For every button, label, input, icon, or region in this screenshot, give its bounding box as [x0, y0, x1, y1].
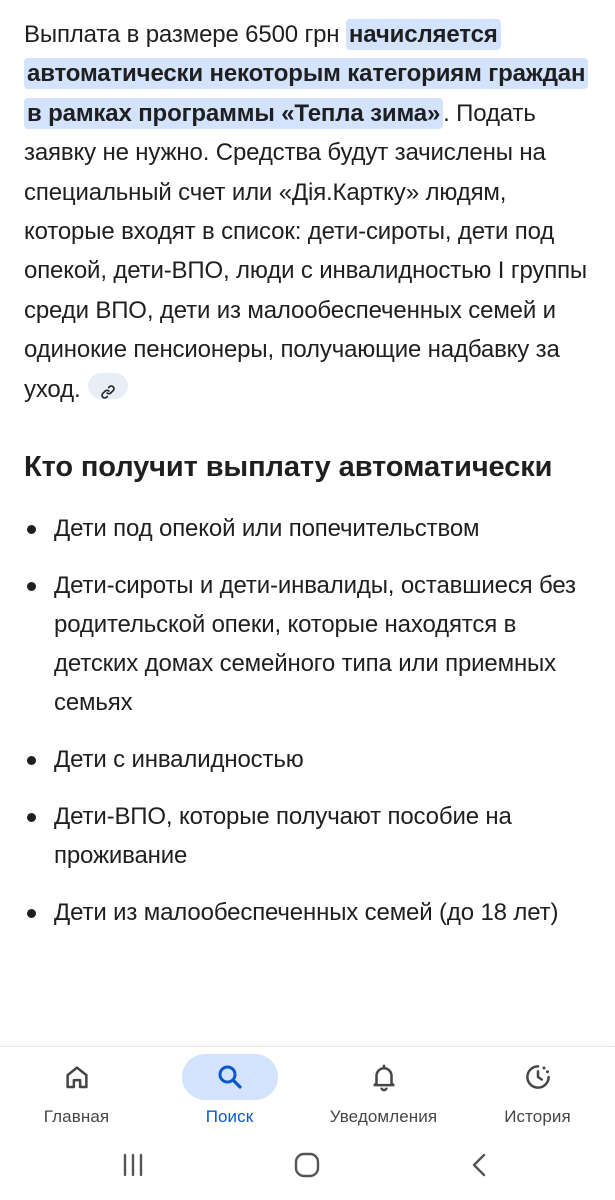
- history-icon: [523, 1062, 553, 1092]
- link-icon: [100, 384, 116, 400]
- nav-item-notifications[interactable]: [307, 1047, 460, 1139]
- list-item-text: Дети с инвалидностью: [54, 746, 304, 774]
- answer-text-start: Выплата в размере 6500 грн: [24, 21, 346, 48]
- answer-highlight[interactable]: начисляется автоматически некоторым категориям граждан в рамках программы «Тепла зима»: [24, 19, 588, 129]
- bell-icon: [369, 1062, 399, 1092]
- list-item: [24, 893, 592, 932]
- back-icon[interactable]: [460, 1150, 500, 1180]
- search-icon: [215, 1062, 245, 1092]
- list-item: [24, 566, 592, 722]
- list-item: [24, 509, 592, 548]
- list-item: [24, 740, 592, 779]
- home-circle-icon[interactable]: [287, 1150, 327, 1180]
- nav-item-home[interactable]: [0, 1047, 153, 1139]
- article-content: [24, 0, 592, 1046]
- nav-label: Главная: [43, 1107, 110, 1126]
- eligibility-list: [24, 509, 592, 932]
- list-item-text: Дети-сироты и дети-инвалиды, оставшиеся без родительской опеки, которые находятся в детских домах семейного типа или приемных семьях: [54, 572, 576, 717]
- bullet-dot: [27, 909, 36, 918]
- answer-text-rest: . Подать заявку не нужно. Средства будут зачислены на специальный счет или «Дія.Картку» людям, которые входят в список: дети-сироты, дети под опекой, дети-ВПО, люди с инвалидностью I группы среди ВПО, дети из малообеспеченных семей и одинокие пенсионеры, получающие надбавку за уход.: [24, 99, 588, 403]
- bottom-navigation-bar: [0, 1046, 615, 1139]
- nav-label: Поиск: [205, 1107, 254, 1126]
- list-item-text: Дети под опекой или попечительством: [54, 515, 480, 543]
- list-item-text: Дети из малообеспеченных семей (до 18 лет): [54, 899, 559, 927]
- nav-label: История: [504, 1107, 571, 1126]
- system-navigation-bar: [0, 1138, 615, 1200]
- nav-label: Уведомления: [329, 1107, 438, 1126]
- recent-apps-icon[interactable]: [113, 1150, 153, 1180]
- nav-item-search[interactable]: [153, 1047, 306, 1139]
- list-item-text: Дети-ВПО, которые получают пособие на проживание: [54, 803, 512, 870]
- bullet-dot: [27, 582, 36, 591]
- nav-item-history[interactable]: [461, 1047, 614, 1139]
- section-heading: Кто получит выплату автоматически: [24, 451, 553, 484]
- source-link-button[interactable]: [88, 373, 128, 399]
- bullet-dot: [27, 756, 36, 765]
- list-item: [24, 797, 592, 875]
- answer-paragraph: [24, 0, 592, 409]
- home-icon: [62, 1062, 92, 1092]
- bullet-dot: [27, 813, 36, 822]
- bullet-dot: [27, 525, 36, 534]
